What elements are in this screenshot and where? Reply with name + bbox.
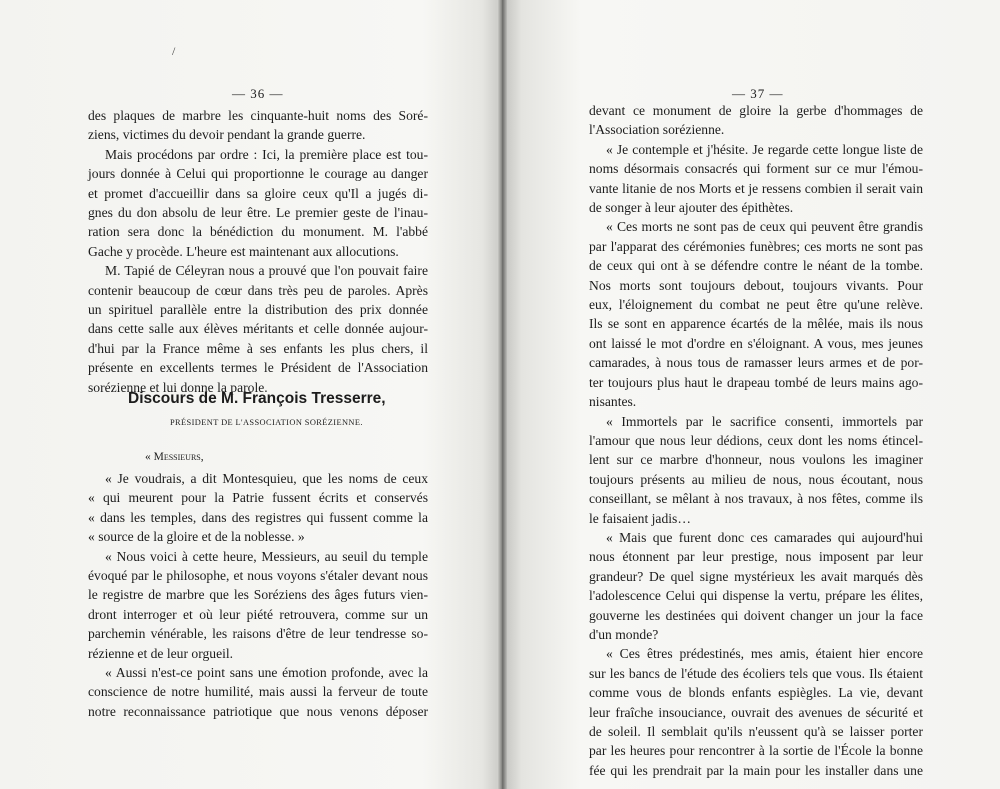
text-line: « Aussi n'est-ce point sans une émotion profonde, avec la <box>105 665 428 681</box>
text-line: Mais procédons par ordre : Ici, la première place est tou- <box>105 146 428 162</box>
text-line: ziens, victimes du devoir pendant la grande guerre. <box>88 127 366 143</box>
right-page <box>507 0 1000 789</box>
right-page-text <box>589 101 923 780</box>
text-line: dans cette salle aux élèves méritants et celle donnée aujour- <box>88 321 428 337</box>
text-line: sorézienne et lui donne la parole. <box>88 379 268 395</box>
text-line: toujours présents au milieu de nous, nous écoutant, nous <box>589 471 923 487</box>
text-line: d'hui par la France même à ses enfants les plus chers, il <box>88 340 428 356</box>
text-line: dront interroger et où leur piété retrouvera, comme sur un <box>88 606 428 622</box>
text-line: présente en excellents termes le Président de l'Association <box>88 360 428 376</box>
text-line: l'Association sorézienne. <box>589 122 725 138</box>
text-line: « dans les temples, dans des registres qui fussent comme la <box>88 509 428 525</box>
text-line: de songer à leur ajouter des épithètes. <box>589 200 794 216</box>
text-line: le faisaient jadis… <box>589 510 691 526</box>
text-line: sur les bancs de l'étude des écoliers tels que vous. Ils étaient <box>589 665 923 681</box>
text-line: des plaques de marbre les cinquante-huit noms des Soré- <box>88 108 428 123</box>
text-line: vante litanie de nos Morts et je ressens combien il serait vain <box>589 180 923 196</box>
text-line: évoqué par le philosophe, et nous voyons s'étaler devant nous <box>88 568 428 584</box>
text-line: Nos morts sont toujours debout, toujours vivants. Pour <box>589 277 923 293</box>
text-line: ont laissé le mot d'ordre en s'éloignant. A vous, mes jeunes <box>589 335 923 351</box>
speech-paragraphs <box>88 469 428 721</box>
text-line: lent sur ce marbre d'honneur, nous voulons les imaginer <box>589 452 923 468</box>
text-line: par l'apparat des cérémonies funèbres; ces morts ne sont pas <box>589 238 923 254</box>
text-line: conscience de notre humilité, mais aussi la ferveur de toute <box>88 684 428 700</box>
text-line: camarades, à nous tous de ramasser leurs armes et de por- <box>589 355 923 371</box>
page-number-right: — 37 — <box>732 86 784 101</box>
speech-subheading: PRÉSIDENT DE L'ASSOCIATION SORÉZIENNE. <box>170 418 363 427</box>
text-line: noms désormais consacrés qui forment sur ce mur l'émou- <box>589 161 923 177</box>
text-line: de soleil. Il semblait qu'ils n'eussent qu'à se laisser porter <box>589 724 923 739</box>
text-line: « Ces êtres prédestinés, mes amis, étaient hier encore <box>606 646 923 662</box>
salutation: « Messieurs, <box>145 451 204 463</box>
text-line: « Je contemple et j'hésite. Je regarde cette longue liste de <box>606 141 923 157</box>
text-line: gouverne les destinées qui doivent changer un jour la face <box>589 607 923 623</box>
pencil-mark: / <box>172 44 176 58</box>
text-line: Gache y procède. L'heure est maintenant aux allocutions. <box>88 243 399 259</box>
text-line: « qui meurent pour la Patrie fussent écrits et conservés <box>88 490 428 506</box>
text-line: fée qui les prendrait par la main pour les installer dans une <box>589 762 923 778</box>
text-line: ration sera donc la bénédiction du monument. M. l'abbé <box>88 224 428 240</box>
text-line: Ils se sont en apparence écartés de la mêlée, mais ils nous <box>589 316 923 332</box>
text-line: parchemin vénérable, les raisons d'être de leur tendresse so- <box>88 626 428 642</box>
text-line: « Nous voici à cette heure, Messieurs, au seuil du temple <box>105 548 428 564</box>
book-gutter <box>497 0 507 789</box>
text-line: d'un monde? <box>589 626 659 642</box>
text-line: conseillant, se mêlant à nos travaux, à nos fêtes, comme ils <box>589 491 923 507</box>
text-line: gnes du don absolu de leur être. Le premier geste de l'inau- <box>88 205 428 221</box>
text-line: eux, l'éloignement du combat ne peut être qu'une relève. <box>589 297 923 313</box>
text-line: un spirituel parallèle entre la distribution des prix donnée <box>88 302 428 318</box>
text-line: contenir beaucoup de cœur dans très peu de paroles. Après <box>88 282 428 298</box>
text-line: leur fraîche insouciance, ouvrait des avenues de sécurité et <box>589 704 923 720</box>
text-line: « Ces morts ne sont pas de ceux qui peuvent être grandis <box>606 219 923 235</box>
text-line: « Je voudrais, a dit Montesquieu, que les noms de ceux <box>105 471 428 486</box>
text-line: jours donnée à Celui qui proportionne le courage au danger <box>88 166 428 182</box>
intro-paragraphs <box>88 106 428 397</box>
text-line: « Immortels par le sacrifice consenti, immortels par <box>606 413 923 429</box>
left-page <box>0 0 497 789</box>
text-line: par les heures pour rencontrer à la sortie de l'École la bonne <box>589 743 923 759</box>
text-line: devant ce monument de gloire la gerbe d'hommages de <box>589 103 923 118</box>
text-line: l'adolescence Celui qui dispense la vertu, prépare les élites, <box>589 588 923 604</box>
text-line: « source de la gloire et de la noblesse. » <box>88 529 305 545</box>
text-line: grandeur? De quel signe mystérieux les avait marqués dès <box>589 568 923 584</box>
text-line: ter toujours plus haut le drapeau tombé de leurs mains ago- <box>589 374 923 390</box>
text-line: rézienne et de leur orgueil. <box>88 645 234 661</box>
text-line: « Mais que furent donc ces camarades qui aujourd'hui <box>606 529 923 545</box>
speech-heading: Discours de M. François Tresserre, <box>128 390 386 407</box>
text-line: l'amour que nous leur dédions, ceux dont les noms étincel- <box>589 432 923 448</box>
page-number-left: — 36 — <box>232 86 284 101</box>
text-line: nous étonnent par leur prestige, nous imposent par leur <box>589 549 923 565</box>
text-line: le registre de marbre que les Soréziens des âges futurs vien- <box>88 587 428 603</box>
text-line: comme vous de blonds enfants espiègles. La vie, devant <box>589 685 923 701</box>
text-line: M. Tapié de Céleyran nous a prouvé que l'on pouvait faire <box>105 263 428 279</box>
text-line: et promet d'accueillir dans sa gloire ceux qu'Il a jugés di- <box>88 185 428 201</box>
text-line: nisantes. <box>589 394 637 410</box>
text-line: notre reconnaissance patriotique que nous venons déposer <box>88 703 428 719</box>
text-line: de ceux qui ont à se défendre contre le néant de la tombe. <box>589 258 923 274</box>
